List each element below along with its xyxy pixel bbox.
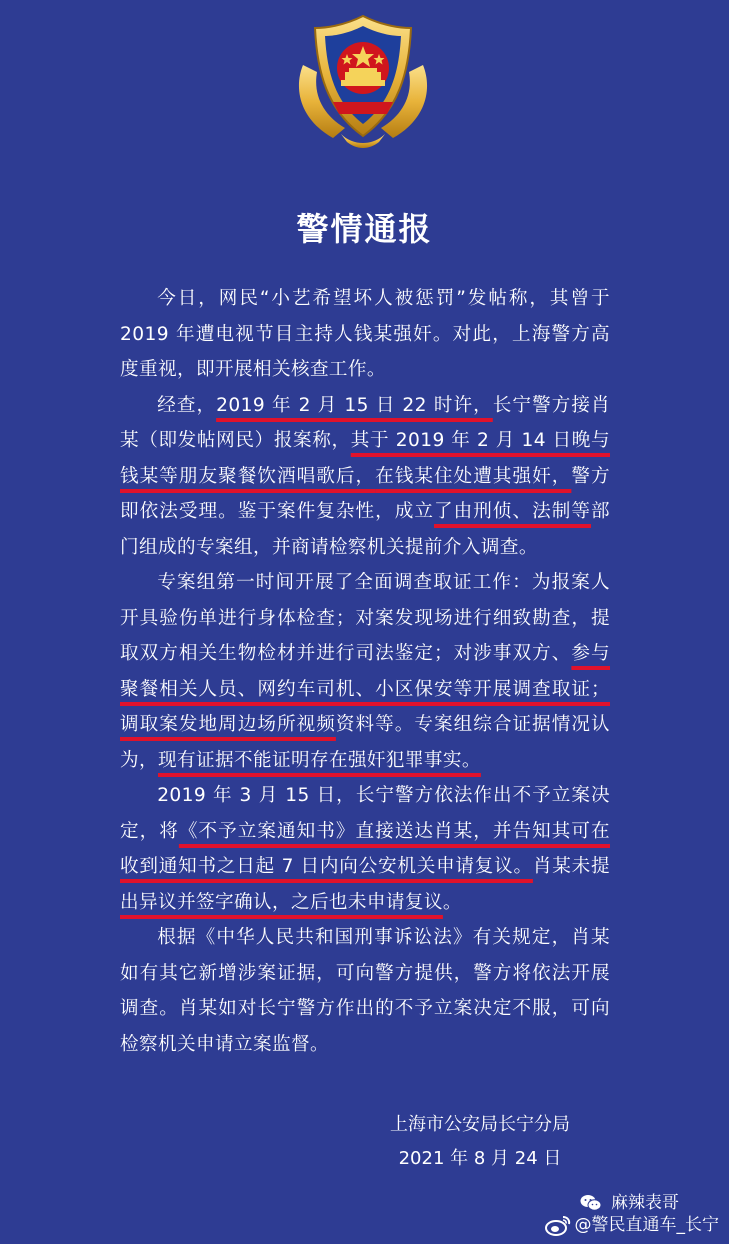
paragraph — [120, 778, 610, 920]
paragraph — [120, 565, 610, 778]
text-segment: 资料等。专案组综合证据情况认为， — [120, 714, 610, 771]
paragraph — [120, 920, 610, 1062]
underlined-text: 其于 2019 年 2 月 14 日晚与钱某等朋友聚餐饮酒唱歌后， — [120, 430, 610, 487]
paragraph — [120, 388, 610, 566]
signature-block — [380, 1108, 580, 1176]
paragraph — [120, 281, 610, 388]
underlined-text: 参与聚餐相关人员、网约车司机、小区保安等开展调查取证；调取案发地周边场所视频 — [120, 643, 610, 735]
text-segment: 长宁警方接肖某（即发帖网民）报案称， — [120, 394, 610, 451]
underlined-text: 在钱某住处遭其强奸， — [375, 465, 572, 487]
wechat-account-name: 麻辣表哥 — [611, 1193, 679, 1213]
watermark — [545, 1192, 720, 1236]
text-segment: 肖某未提 — [532, 856, 610, 877]
police-emblem — [283, 10, 443, 160]
wechat-icon — [580, 1194, 602, 1212]
text-segment: 部门组成的专案组，并商请检察机关提前介入调查。 — [120, 501, 610, 558]
text-segment: 经查， — [157, 394, 217, 416]
report-body — [120, 281, 610, 1062]
underlined-text: 2019 年 2 月 15 日 22 时许， — [216, 394, 493, 416]
underlined-text: 《不予立案通知书》直接送达肖某，并告知其可在收到通知书之日起 7 日内向公安机关申请复议。 — [120, 820, 610, 877]
text-segment: 根据《中华人民共和国刑事诉讼法》有关规定，肖某如有其它新增涉案证据，可向警方提供，警方将依法开展调查。肖某如对长宁警方作出的不予立案决定不服，可向检察机关申请立案监督。 — [120, 927, 610, 1055]
text-segment: 警方即依法受理。鉴于案件复杂性，成立 — [120, 465, 610, 522]
text-segment: 今日，网民“小艺希望坏人被惩罚”发帖称，其曾于 2019 年遭电视节目主持人钱某强奸。对此，上海警方高度重视，即开展相关核查工作。 — [120, 288, 610, 380]
page-title: 警情通报 — [296, 210, 433, 248]
underlined-text: 现有证据不能证明存在强奸犯罪事实。 — [158, 749, 481, 771]
weibo-account-name: @警民直通车_长宁 — [574, 1215, 719, 1235]
underlined-text: 了由刑侦、法制等 — [434, 501, 591, 522]
signature-date: 2021 年 8 月 24 日 — [398, 1148, 562, 1169]
underlined-text: 出异议并签字确认，之后也未申请复议 — [120, 891, 443, 913]
text-segment: 2019 年 3 月 15 日，长宁警方依法作出不予立案决定，将 — [120, 785, 610, 842]
text-segment: 专案组第一时间开展了全面调查取证工作：为报案人开具验伤单进行身体检查；对案发现场进行细致勘查，提取双方相关生物检材并进行司法鉴定；对涉事双方、 — [120, 572, 610, 664]
weibo-icon — [545, 1214, 571, 1236]
signature-org: 上海市公安局长宁分局 — [390, 1114, 570, 1135]
text-segment: 。 — [442, 891, 462, 913]
